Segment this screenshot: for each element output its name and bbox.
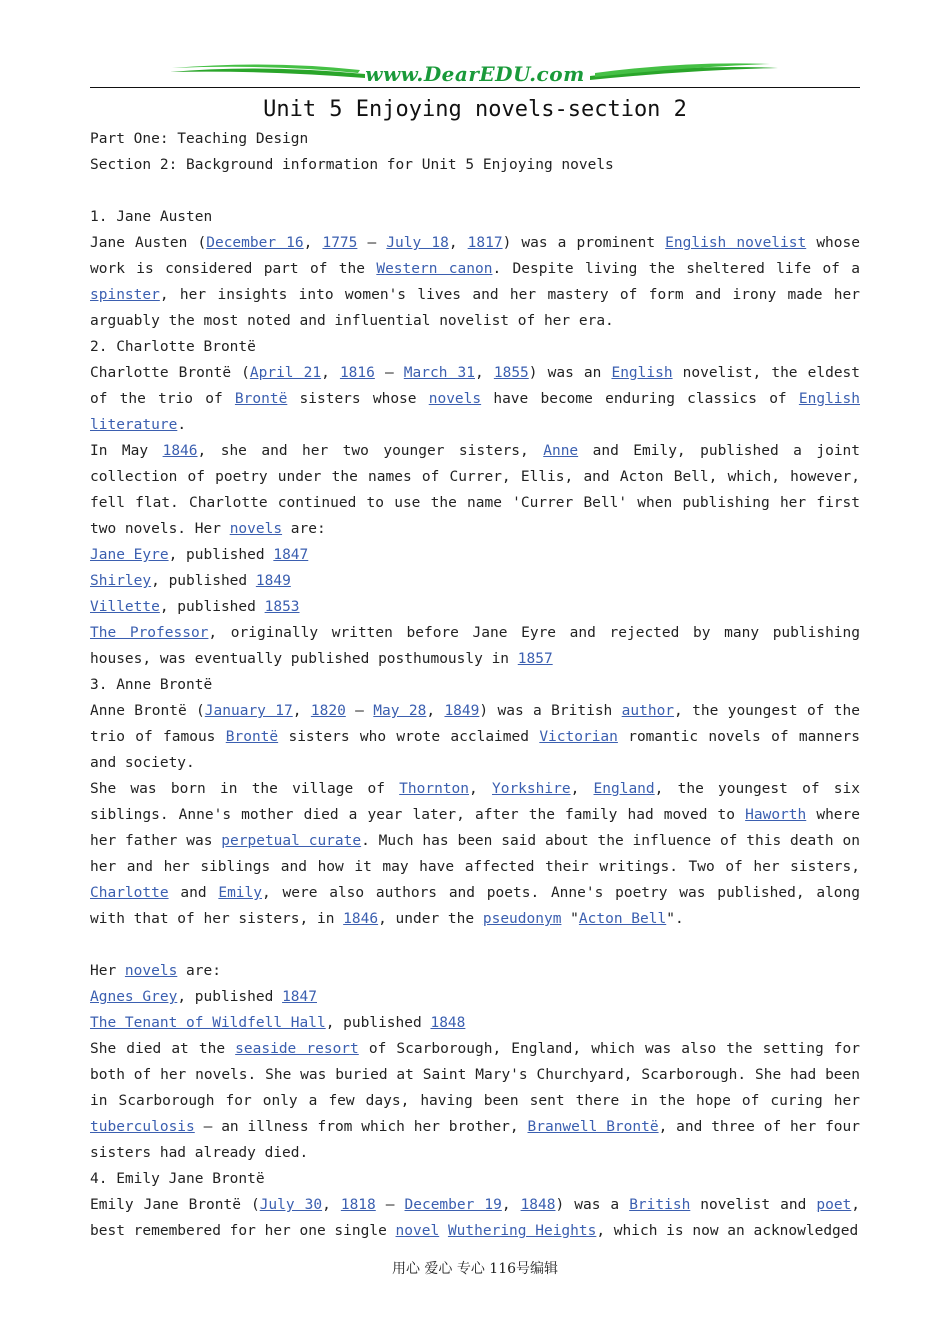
logo-text: www.DearEDU.com xyxy=(365,62,585,86)
link[interactable]: The Tenant of Wildfell Hall xyxy=(90,1015,326,1031)
link[interactable]: Wuthering Heights xyxy=(447,1223,597,1239)
link[interactable]: Acton Bell xyxy=(578,911,667,927)
emily-heading: 4. Emily Jane Brontë xyxy=(90,1171,265,1187)
blank-line xyxy=(90,178,860,204)
link[interactable]: Thornton xyxy=(399,781,470,797)
link[interactable]: Brontë xyxy=(225,729,279,745)
link[interactable]: Victorian xyxy=(539,729,618,745)
link[interactable]: Haworth xyxy=(745,807,807,823)
anne-paragraph-2: She was born in the village of Thornton, Yorkshire, England, the youngest of six siblings. Anne's mother died a year later, after the family had moved to Haworth where her father was perpetual curate. Much has been said about the influence of this death on her and her siblings and how it may have affected their writings. Two of her sisters, Charlotte and Emily, were also authors and poets. Anne's poetry was published, along with that of her sisters, in 1846, under the pseudonym "Acton Bell". xyxy=(90,781,860,927)
link[interactable]: 1775 xyxy=(322,235,358,251)
link[interactable]: 1849 xyxy=(255,573,291,589)
list-item: Agnes Grey, published 1847 xyxy=(90,989,317,1005)
emily-paragraph: Emily Jane Brontë (July 30, 1818 – December 19, 1848) was a British novelist and poet, best remembered for her one single novel Wuthering Heights, which is now an acknowledged xyxy=(90,1197,861,1239)
list-item: Shirley, published 1849 xyxy=(90,573,291,589)
link[interactable]: 1855 xyxy=(493,365,529,381)
site-logo xyxy=(170,58,780,88)
link[interactable]: December 19 xyxy=(404,1197,502,1213)
link[interactable]: 1818 xyxy=(340,1197,376,1213)
list-item: Jane Eyre, published 1847 xyxy=(90,547,309,563)
charlotte-paragraph-2: In May 1846, she and her two younger sisters, Anne and Emily, published a joint collection of poetry under the names of Currer, Ellis, and Acton Bell, which, however, fell flat. Charlotte continued to use the name 'Currer Bell' when publishing her first two novels. Her novels are: xyxy=(90,443,861,537)
part-line: Part One: Teaching Design xyxy=(90,131,309,147)
link[interactable]: Villette xyxy=(90,599,160,615)
link[interactable]: Emily xyxy=(218,885,262,901)
link[interactable]: 1849 xyxy=(444,703,480,719)
link[interactable]: poet xyxy=(816,1197,852,1213)
link[interactable]: Yorkshire xyxy=(491,781,571,797)
anne-paragraph: Anne Brontë (January 17, 1820 – May 28, 1849) was a British author, the youngest of the trio of famous Brontë sisters who wrote acclaimed Victorian romantic novels of manners and society. xyxy=(90,703,860,771)
list-item: The Tenant of Wildfell Hall, published 1848 xyxy=(90,1015,466,1031)
link[interactable]: Charlotte xyxy=(90,885,169,901)
link[interactable]: novels xyxy=(229,521,283,537)
document-body xyxy=(90,126,860,1244)
link[interactable]: English literature xyxy=(90,391,860,433)
link[interactable]: tuberculosis xyxy=(90,1119,195,1135)
link[interactable]: Agnes Grey xyxy=(90,989,178,1005)
austen-heading: 1. Jane Austen xyxy=(90,209,213,225)
link[interactable]: April 21 xyxy=(249,365,322,381)
link[interactable]: novels xyxy=(428,391,482,407)
page-title: Unit 5 Enjoying novels-section 2 xyxy=(263,97,687,122)
page-footer: 用心 爱心 专心 116号编辑 xyxy=(391,1261,559,1277)
link[interactable]: 1820 xyxy=(310,703,346,719)
link[interactable]: Western canon xyxy=(376,261,493,277)
blank-line xyxy=(90,932,860,958)
link[interactable]: British xyxy=(629,1197,691,1213)
link[interactable]: December 16 xyxy=(206,235,304,251)
link[interactable]: Shirley xyxy=(90,573,152,589)
link[interactable]: pseudonym xyxy=(482,911,562,927)
anne-heading: 3. Anne Brontë xyxy=(90,677,213,693)
link[interactable]: 1848 xyxy=(430,1015,466,1031)
link[interactable]: seaside resort xyxy=(235,1041,359,1057)
link[interactable]: March 31 xyxy=(403,365,476,381)
link[interactable]: 1853 xyxy=(264,599,300,615)
link[interactable]: author xyxy=(621,703,675,719)
link[interactable]: novels xyxy=(124,963,178,979)
header-divider xyxy=(90,87,860,88)
section-line: Section 2: Background information for Unit 5 Enjoying novels xyxy=(90,157,614,173)
link[interactable]: 1817 xyxy=(467,235,503,251)
link[interactable]: England xyxy=(593,781,655,797)
link[interactable]: 1846 xyxy=(162,443,198,459)
link[interactable]: novel xyxy=(395,1223,440,1239)
link[interactable]: 1848 xyxy=(520,1197,556,1213)
link[interactable]: Branwell Brontë xyxy=(527,1119,659,1135)
link[interactable]: 1857 xyxy=(517,651,553,667)
charlotte-paragraph: Charlotte Brontë (April 21, 1816 – March 31, 1855) was an English novelist, the eldest of the trio of Brontë sisters whose novels have become enduring classics of English literature. xyxy=(90,365,861,433)
link[interactable]: July 18 xyxy=(386,235,449,251)
link[interactable]: May 28 xyxy=(373,703,427,719)
charlotte-heading: 2. Charlotte Brontë xyxy=(90,339,256,355)
link[interactable]: 1816 xyxy=(339,365,375,381)
link[interactable]: perpetual curate xyxy=(221,833,362,849)
link[interactable]: Anne xyxy=(543,443,579,459)
link[interactable]: Brontë xyxy=(234,391,288,407)
link[interactable]: January 17 xyxy=(204,703,293,719)
link[interactable]: 1846 xyxy=(343,911,379,927)
link[interactable]: 1847 xyxy=(282,989,317,1005)
anne-paragraph-4: She died at the seaside resort of Scarborough, England, which was also the setting for both of her novels. She was buried at Saint Mary's Churchyard, Scarborough. She had been in Scarborough for only a few days, having been sent there in the hope of curing her tuberculosis — an illness from which her brother, Branwell Brontë, and three of her four sisters had already died. xyxy=(90,1041,860,1161)
link[interactable]: Jane Eyre xyxy=(90,547,169,563)
link[interactable]: July 30 xyxy=(259,1197,323,1213)
link[interactable]: 1847 xyxy=(273,547,309,563)
austen-paragraph: Jane Austen (December 16, 1775 – July 18, 1817) was a prominent English novelist whose work is considered part of the Western canon. Despite living the sheltered life of a spinster, her insights into women's lives and her mastery of form and irony made her arguably the most noted and influential novelist of her era. xyxy=(90,235,860,329)
link[interactable]: English xyxy=(611,365,673,381)
link[interactable]: The Professor xyxy=(90,625,209,641)
list-item: Villette, published 1853 xyxy=(90,599,300,615)
link[interactable]: spinster xyxy=(90,287,160,303)
anne-paragraph-3: Her novels are: xyxy=(90,963,221,979)
list-item: The Professor, originally written before Jane Eyre and rejected by many publishing houses, was eventually published posthumously in 1857 xyxy=(90,625,860,667)
link[interactable]: English novelist xyxy=(665,235,807,251)
